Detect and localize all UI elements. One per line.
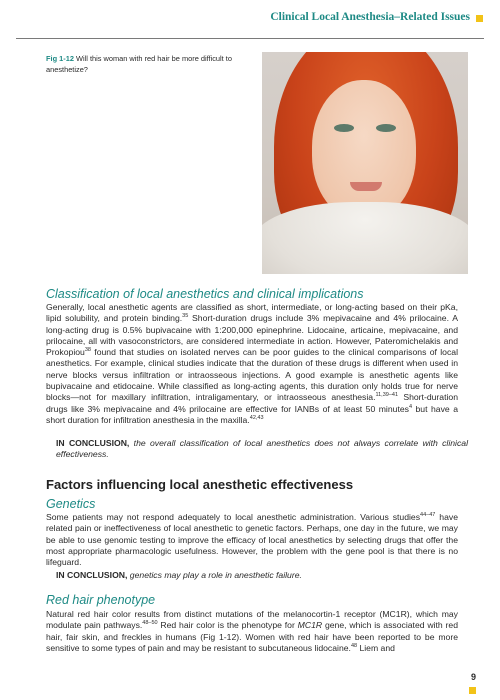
footer-marker-square bbox=[469, 687, 476, 694]
header-rule bbox=[16, 38, 484, 39]
section-heading-red-hair: Red hair phenotype bbox=[46, 593, 156, 607]
figure-caption-text: Will this woman with red hair be more difficult to anesthetize? bbox=[46, 54, 232, 74]
classification-conclusion: IN CONCLUSION, the overall classification of local anesthetics does not always correlate with clinical effectiveness. bbox=[56, 438, 468, 460]
red-hair-paragraph: Natural red hair color results from distinct mutations of the melanocortin-1 receptor (MC1R), which may modulate pain pathways.$^{48-50}$ Red hair color is the phenotype for MC1R gene, which is associated with red hair, fair skin, and freckles in humans (Fig 1-12). Women with red hair have been reported to be more sensitive to some types of pain and may be resistant to subcutaneous lidocaine.$^{48}$ Liem and bbox=[46, 609, 458, 653]
page-number: 9 bbox=[470, 672, 476, 682]
red-haired-woman-photo bbox=[262, 52, 468, 274]
section-heading-genetics: Genetics bbox=[46, 497, 96, 511]
photo-sweater bbox=[262, 202, 468, 274]
section-heading-factors: Factors influencing local anesthetic effectiveness bbox=[46, 477, 354, 492]
header-marker-square bbox=[476, 15, 483, 22]
classification-paragraph: Generally, local anesthetic agents are classified as short, intermediate, or long-acting based on their pKa, lipid solubility, and protein binding.$^{35}$ Short-duration drugs include 3% mepivacaine and 4% prilocaine. A long-acting drug is 0.5% bupivacaine with 1:200,000 epinephrine. Lidocaine, articaine, mepivacaine, and prilocaine, all with vasoconstrictors, are considered intermediate in action. However, Pateromichelakis and Prokopiou$^{38}$ found that studies on isolated nerves can be poor guides to the clinical comparisons of local anesthetics. For example, clinical studies indicate that the duration of these drugs is different when used in nerve blocks versus infiltration or intraosseous injections. A good example is anesthetic agents like bupivacaine and etidocaine. While classified as long-acting agents, this duration only holds true for nerve blocks—not for maxillary infiltration, intraligamentary, or intraosseous anesthesia.$^{11,39-41}$ Short-duration drugs like 3% mepivacaine and 4% prilocaine are effective for IANBs of at least 50 minutes$^4$ but have a short duration for infiltration anesthesia in the maxilla.$^{42,43}$ bbox=[46, 302, 458, 425]
photo-eye-right bbox=[376, 124, 396, 132]
photo-lips bbox=[350, 182, 382, 191]
photo-eye-left bbox=[334, 124, 354, 132]
photo-face bbox=[312, 80, 416, 220]
running-head: Clinical Local Anesthesia–Related Issues bbox=[270, 11, 470, 23]
genetics-paragraph: Some patients may not respond adequately to local anesthetic administration. Various studies$^{44-47}$ have related pain or ineffectiveness of local anesthetic to genetic factors. Perhaps, one day in the future, we may be able to use genomic testing to improve the efficacy of local anesthetics by selecting drugs that offer the most appropriate pharmacologic usefulness. However, the problem with the gene pool is that there is no lifeguard. bbox=[46, 512, 458, 568]
figure-caption bbox=[46, 54, 246, 75]
figure-label: Fig 1-12 bbox=[46, 54, 74, 63]
section-heading-classification: Classification of local anesthetics and clinical implications bbox=[46, 287, 364, 301]
genetics-conclusion: IN CONCLUSION, genetics may play a role in anesthetic failure. bbox=[56, 570, 302, 580]
